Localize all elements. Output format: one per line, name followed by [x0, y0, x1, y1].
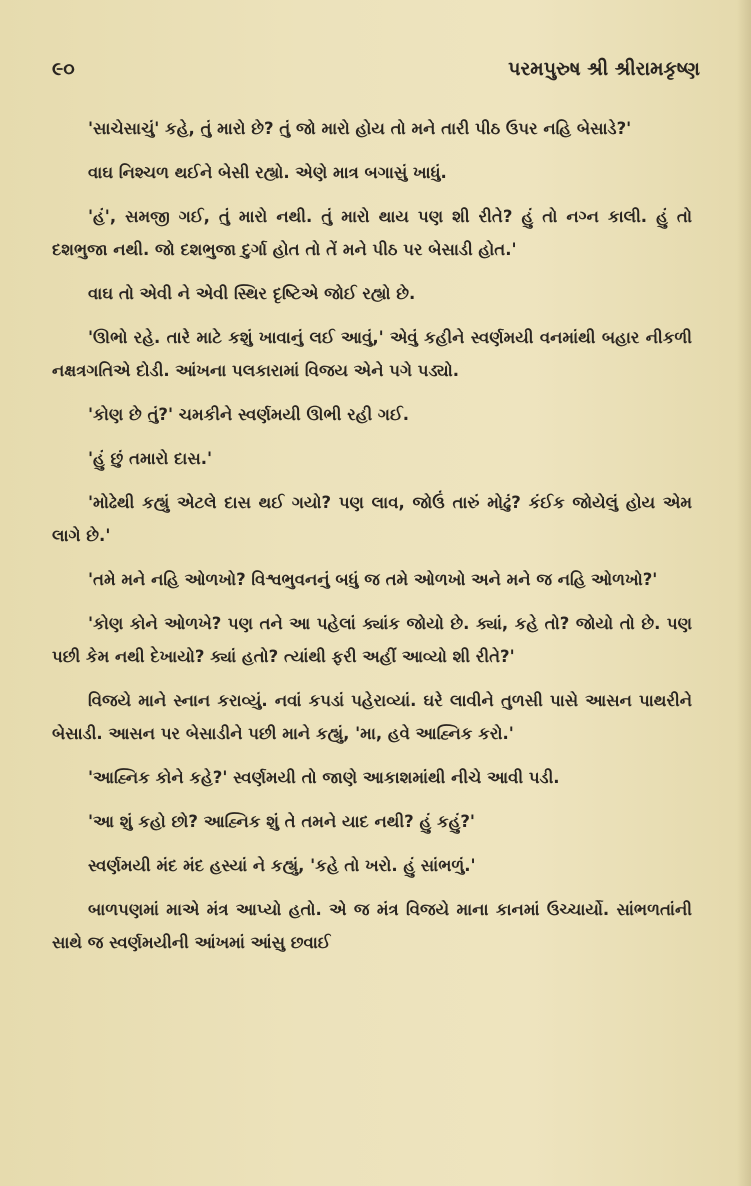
paragraph: 'હું છું તમારો દાસ.': [88, 448, 213, 468]
paragraph: 'તમે મને નહિ ઓળખો? વિશ્વભુવનનું બધું જ તમે ઓળખો અને મને જ નહિ ઓળખો?': [88, 570, 658, 590]
paragraph: 'આ શું કહો છો? આહ્નિક શું તે તમને યાદ નથી? હું કહું?': [88, 812, 475, 832]
paragraph: 'મોઢેથી કહ્યું એટલે દાસ થઈ ગયો? પણ લાવ, જોઉં તારું મોઢું? કંઈક જોયેલું હોય એમ લાગે છે.': [52, 492, 692, 546]
page-edge-shadow: [737, 0, 751, 1186]
paragraph: વાઘ નિશ્ચળ થઈને બેસી રહ્યો. એણે માત્ર બગાસું ખાધું.: [88, 162, 447, 182]
paragraph: 'કોણ કોને ઓળખે? પણ તને આ પહેલાં ક્યાંક જોયો છે. ક્યાં, કહે તો? જોયો તો છે. પણ પછી કેમ નથી દેખાયો? ક્યાં હતો? ત્યાંથી ફરી અહીં આવ્યો શી રીતે?': [52, 613, 692, 667]
paragraph: સ્વર્ણમયી મંદ મંદ હસ્યાં ને કહ્યું, 'કહે તો ખરો. હું સાંભળું.': [88, 856, 476, 876]
page-header: [52, 58, 700, 90]
paragraph: વિજયે માને સ્નાન કરાવ્યું. નવાં કપડાં પહેરાવ્યાં. ઘરે લાવીને તુળસી પાસે આસન પાથરીને બેસાડી. આસન પર બેસાડીને પછી માને કહ્યું, 'મા, હવે આહ્નિક કરો.': [52, 691, 692, 744]
running-title: પરમપુરુષ શ્રી શ્રીરામકૃષ્ણ: [508, 58, 700, 80]
paragraph: વાઘ તો એવી ને એવી સ્થિર દૃષ્ટિએ જોઈ રહ્યો છે.: [88, 283, 416, 303]
paragraph: 'સાચેસાચું' કહે, તું મારો છે? તું જો મારો હોય તો મને તારી પીઠ ઉપર નહિ બેસાડે?': [88, 119, 632, 138]
paragraph: 'આહ્નિક કોને કહે?' સ્વર્ણમયી તો જાણે આકાશમાંથી નીચે આવી પડી.: [88, 768, 560, 788]
paragraph: 'ઊભો રહે. તારે માટે કશું ખાવાનું લઈ આવું,' એવું કહીને સ્વર્ણમયી વનમાંથી બહાર નીકળી નક્ષત્રગતિએ દોડી. આંખના પલકારામાં વિજય એને પગે પડ્યો.: [52, 327, 692, 381]
paragraph: બાળપણમાં માએ મંત્ર આપ્યો હતો. એ જ મંત્ર વિજયે માના કાનમાં ઉચ્ચાર્યો. સાંભળતાંની સાથે જ સ્વર્ણમયીની આંખમાં આંસુ છવાઈ: [52, 899, 692, 953]
body-text: [52, 112, 692, 970]
paragraph: 'કોણ છે તું?' ચમકીને સ્વર્ણમયી ઊભી રહી ગઈ.: [88, 405, 409, 425]
paragraph: 'હં', સમજી ગઈ, તું મારો નથી. તું મારો થાય પણ શી રીતે? હું તો નગ્ન કાલી. હું તો દશભુજા નથી. જો દશભુજા દુર્ગા હોત તો તેં મને પીઠ પર બેસાડી હોત.': [52, 206, 692, 260]
page-number: ૯૦: [52, 58, 75, 80]
